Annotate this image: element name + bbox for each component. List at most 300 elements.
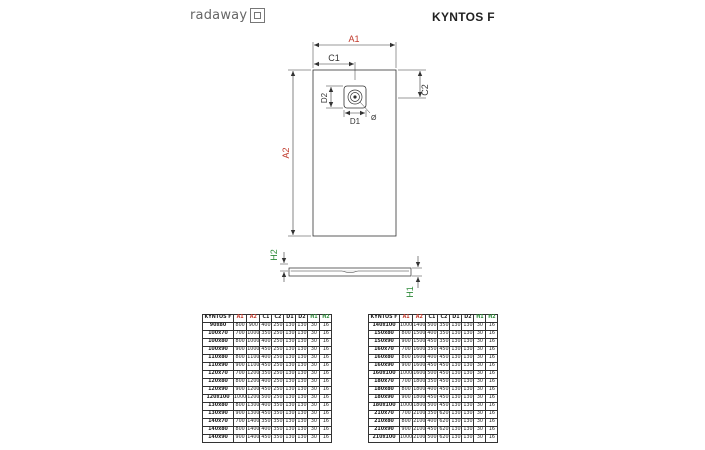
table-cell: 450 (260, 411, 272, 419)
table-row (369, 355, 498, 363)
table-size-cell: 120x80 (203, 379, 234, 387)
table-cell: 700 (400, 411, 413, 419)
table-row (203, 363, 332, 371)
table-cell: 16 (486, 411, 498, 419)
table-cell: 16 (320, 411, 332, 419)
table-cell: 130 (296, 363, 308, 371)
table-row (203, 387, 332, 395)
table-cell: 700 (400, 379, 413, 387)
spec-table-left-wrap (202, 314, 332, 443)
table-cell: 16 (320, 427, 332, 435)
table-header-cell: A2 (247, 315, 260, 323)
table-cell: 30 (308, 371, 320, 379)
table-cell: 1800 (413, 395, 426, 403)
table-cell: 130 (462, 411, 474, 419)
table-cell: 500 (426, 435, 438, 443)
label-h2: H2 (269, 249, 279, 261)
table-cell: 130 (296, 435, 308, 443)
table-cell: 30 (308, 427, 320, 435)
table-cell: 30 (474, 435, 486, 443)
table-cell: 1100 (247, 355, 260, 363)
table-cell: 130 (462, 363, 474, 371)
table-cell: 450 (426, 363, 438, 371)
table-cell: 250 (272, 379, 284, 387)
table-cell: 450 (260, 435, 272, 443)
table-cell: 130 (450, 363, 462, 371)
table-row (203, 395, 332, 403)
dimension-d2 (320, 86, 343, 108)
table-row (369, 411, 498, 419)
table-cell: 130 (450, 379, 462, 387)
table-cell: 30 (474, 347, 486, 355)
table-row (203, 411, 332, 419)
table-size-cell: 160x70 (369, 347, 400, 355)
table-cell: 450 (438, 395, 450, 403)
table-cell: 130 (462, 419, 474, 427)
table-cell: 250 (272, 331, 284, 339)
table-header-cell: C2 (272, 315, 284, 323)
brand-logo-text: radaway (190, 8, 248, 23)
table-cell: 400 (426, 355, 438, 363)
table-cell: 130 (450, 347, 462, 355)
table-cell: 900 (400, 339, 413, 347)
dimension-a1 (313, 34, 396, 68)
table-header-row (369, 315, 498, 323)
table-header-cell: D1 (284, 315, 296, 323)
table-cell: 1000 (234, 395, 247, 403)
table-header-cell: C1 (260, 315, 272, 323)
table-header-cell: H2 (320, 315, 332, 323)
table-cell: 1200 (247, 371, 260, 379)
table-cell: 16 (320, 419, 332, 427)
table-row (369, 371, 498, 379)
table-cell: 2100 (413, 411, 426, 419)
table-size-cell: 150x80 (369, 331, 400, 339)
table-size-cell: 110x80 (203, 355, 234, 363)
table-size-cell: 100x70 (203, 331, 234, 339)
table-cell: 30 (474, 331, 486, 339)
table-cell: 16 (320, 323, 332, 331)
table-cell: 16 (320, 331, 332, 339)
table-cell: 130 (450, 411, 462, 419)
table-cell: 900 (247, 323, 260, 331)
table-size-cell: 130x90 (203, 411, 234, 419)
table-cell: 30 (308, 339, 320, 347)
table-cell: 1500 (413, 339, 426, 347)
table-cell: 130 (462, 387, 474, 395)
table-cell: 1600 (413, 363, 426, 371)
table-cell: 450 (438, 387, 450, 395)
table-cell: 30 (474, 379, 486, 387)
table-size-cell: 90x80 (203, 323, 234, 331)
table-cell: 130 (450, 435, 462, 443)
table-size-cell: 180x70 (369, 379, 400, 387)
table-cell: 130 (450, 323, 462, 331)
table-cell: 130 (450, 419, 462, 427)
table-header-cell: A2 (413, 315, 426, 323)
table-cell: 1400 (247, 419, 260, 427)
table-cell: 30 (308, 395, 320, 403)
table-cell: 900 (234, 387, 247, 395)
table-cell: 250 (272, 395, 284, 403)
table-size-cell: 130x80 (203, 403, 234, 411)
table-cell: 130 (284, 411, 296, 419)
table-cell: 1600 (413, 355, 426, 363)
table-cell: 30 (474, 323, 486, 331)
table-cell: 130 (284, 347, 296, 355)
product-title: KYNTOS F (432, 10, 495, 24)
table-size-cell: 160x100 (369, 371, 400, 379)
table-cell: 800 (234, 379, 247, 387)
table-cell: 130 (284, 323, 296, 331)
table-cell: 2100 (413, 435, 426, 443)
table-cell: 450 (426, 395, 438, 403)
table-cell: 30 (308, 323, 320, 331)
table-cell: 900 (234, 411, 247, 419)
table-cell: 800 (234, 355, 247, 363)
table-cell: 16 (320, 347, 332, 355)
table-cell: 450 (438, 403, 450, 411)
table-row (203, 347, 332, 355)
table-row (369, 379, 498, 387)
dimension-c1 (314, 53, 355, 80)
table-cell: 16 (320, 379, 332, 387)
table-cell: 130 (296, 395, 308, 403)
table-cell: 30 (308, 363, 320, 371)
label-c1: C1 (328, 53, 340, 63)
table-cell: 800 (400, 331, 413, 339)
table-cell: 1400 (413, 323, 426, 331)
table-cell: 30 (308, 331, 320, 339)
table-cell: 1400 (247, 427, 260, 435)
table-cell: 350 (426, 347, 438, 355)
table-row (203, 339, 332, 347)
table-cell: 30 (474, 363, 486, 371)
table-cell: 130 (296, 355, 308, 363)
table-cell: 1800 (413, 379, 426, 387)
table-cell: 620 (438, 435, 450, 443)
table-header-cell: H1 (308, 315, 320, 323)
table-cell: 30 (308, 355, 320, 363)
table-cell: 350 (438, 323, 450, 331)
table-cell: 30 (308, 387, 320, 395)
table-cell: 1000 (247, 331, 260, 339)
label-c2: C2 (420, 84, 430, 96)
table-cell: 130 (296, 411, 308, 419)
spec-table-right (368, 314, 498, 443)
table-cell: 130 (284, 363, 296, 371)
table-cell: 30 (308, 403, 320, 411)
table-cell: 30 (474, 339, 486, 347)
table-cell: 16 (486, 395, 498, 403)
table-cell: 350 (438, 331, 450, 339)
table-size-cell: 110x90 (203, 363, 234, 371)
table-cell: 16 (320, 387, 332, 395)
table-cell: 350 (438, 339, 450, 347)
table-cell: 1200 (247, 379, 260, 387)
table-cell: 400 (260, 355, 272, 363)
table-cell: 130 (450, 403, 462, 411)
table-cell: 130 (296, 331, 308, 339)
table-cell: 450 (426, 339, 438, 347)
table-cell: 16 (320, 395, 332, 403)
table-cell: 130 (450, 427, 462, 435)
table-size-cell: 180x100 (369, 403, 400, 411)
table-cell: 350 (272, 435, 284, 443)
table-cell: 130 (462, 355, 474, 363)
table-cell: 16 (320, 339, 332, 347)
table-cell: 130 (450, 371, 462, 379)
table-cell: 130 (462, 427, 474, 435)
table-cell: 30 (474, 371, 486, 379)
spec-table-right-wrap (368, 314, 498, 443)
table-row (203, 379, 332, 387)
table-cell: 30 (474, 403, 486, 411)
table-cell: 900 (400, 395, 413, 403)
table-cell: 130 (284, 435, 296, 443)
table-cell: 130 (462, 339, 474, 347)
table-cell: 350 (260, 419, 272, 427)
table-cell: 1300 (247, 403, 260, 411)
table-cell: 400 (260, 427, 272, 435)
label-drain-diameter: Ø (371, 115, 377, 122)
table-cell: 250 (272, 347, 284, 355)
table-cell: 130 (462, 435, 474, 443)
label-a2: A2 (281, 147, 291, 159)
table-header-cell: KYNTOS F (369, 315, 400, 323)
table-cell: 800 (400, 387, 413, 395)
table-size-cell: 140x80 (203, 427, 234, 435)
table-cell: 130 (450, 331, 462, 339)
table-cell: 130 (450, 395, 462, 403)
table-cell: 1000 (247, 339, 260, 347)
table-cell: 16 (486, 419, 498, 427)
dimension-c2 (398, 70, 430, 98)
table-cell: 16 (486, 371, 498, 379)
table-cell: 1000 (247, 347, 260, 355)
label-h1: H1 (405, 286, 415, 298)
table-cell: 500 (426, 403, 438, 411)
table-size-cell: 210x100 (369, 435, 400, 443)
table-size-cell: 120x90 (203, 387, 234, 395)
table-header-cell: C1 (426, 315, 438, 323)
table-cell: 400 (260, 403, 272, 411)
table-cell: 1200 (247, 395, 260, 403)
table-cell: 1500 (413, 331, 426, 339)
table-cell: 350 (260, 371, 272, 379)
table-header-row (203, 315, 332, 323)
table-size-cell: 140x100 (369, 323, 400, 331)
table-cell: 250 (272, 355, 284, 363)
table-cell: 900 (400, 363, 413, 371)
table-cell: 2100 (413, 419, 426, 427)
table-cell: 700 (234, 371, 247, 379)
table-size-cell: 100x90 (203, 347, 234, 355)
table-size-cell: 100x80 (203, 339, 234, 347)
table-header-cell: KYNTOS F (203, 315, 234, 323)
table-row (369, 403, 498, 411)
table-row (369, 387, 498, 395)
table-cell: 130 (284, 395, 296, 403)
table-cell: 16 (320, 403, 332, 411)
table-cell: 1000 (400, 403, 413, 411)
table-cell: 30 (308, 411, 320, 419)
table-cell: 900 (400, 427, 413, 435)
table-cell: 1300 (247, 411, 260, 419)
table-cell: 800 (400, 355, 413, 363)
table-cell: 130 (296, 419, 308, 427)
table-cell: 30 (308, 347, 320, 355)
table-cell: 1600 (413, 347, 426, 355)
table-cell: 130 (462, 371, 474, 379)
table-cell: 130 (462, 403, 474, 411)
table-cell: 700 (400, 347, 413, 355)
dimension-d1 (344, 110, 366, 126)
table-size-cell: 210x70 (369, 411, 400, 419)
table-size-cell: 140x90 (203, 435, 234, 443)
table-cell: 16 (486, 435, 498, 443)
table-row (203, 435, 332, 443)
table-cell: 500 (426, 323, 438, 331)
table-cell: 350 (426, 379, 438, 387)
table-cell: 130 (462, 379, 474, 387)
table-cell: 1100 (247, 363, 260, 371)
table-cell: 1000 (400, 323, 413, 331)
table-cell: 130 (284, 403, 296, 411)
table-cell: 1800 (413, 387, 426, 395)
table-header-cell: C2 (438, 315, 450, 323)
table-header-cell: D2 (462, 315, 474, 323)
table-row (369, 339, 498, 347)
table-cell: 620 (438, 419, 450, 427)
table-cell: 450 (438, 371, 450, 379)
table-cell: 350 (272, 403, 284, 411)
table-cell: 1000 (400, 435, 413, 443)
table-cell: 1200 (247, 387, 260, 395)
table-cell: 800 (234, 427, 247, 435)
label-d2: D2 (320, 92, 329, 104)
table-size-cell: 160x90 (369, 363, 400, 371)
table-cell: 16 (320, 363, 332, 371)
table-cell: 130 (284, 355, 296, 363)
table-cell: 250 (272, 339, 284, 347)
table-cell: 800 (234, 323, 247, 331)
table-cell: 130 (296, 379, 308, 387)
table-cell: 350 (272, 427, 284, 435)
table-row (203, 403, 332, 411)
table-size-cell: 160x80 (369, 355, 400, 363)
table-row (203, 331, 332, 339)
table-cell: 16 (320, 435, 332, 443)
dimension-a2 (281, 70, 311, 236)
table-cell: 400 (260, 339, 272, 347)
table-header-cell: A1 (400, 315, 413, 323)
table-cell: 30 (308, 419, 320, 427)
table-cell: 16 (486, 403, 498, 411)
table-row (369, 323, 498, 331)
table-cell: 700 (234, 419, 247, 427)
table-cell: 900 (234, 435, 247, 443)
table-cell: 130 (450, 339, 462, 347)
table-size-cell: 120x70 (203, 371, 234, 379)
table-cell: 130 (284, 331, 296, 339)
table-row (369, 331, 498, 339)
table-cell: 16 (486, 387, 498, 395)
table-cell: 450 (438, 379, 450, 387)
table-size-cell: 180x80 (369, 387, 400, 395)
table-cell: 450 (260, 347, 272, 355)
table-cell: 700 (234, 331, 247, 339)
table-cell: 130 (296, 427, 308, 435)
table-header-cell: D1 (450, 315, 462, 323)
table-cell: 130 (284, 371, 296, 379)
table-cell: 2100 (413, 427, 426, 435)
table-cell: 130 (284, 387, 296, 395)
table-cell: 130 (462, 331, 474, 339)
table-header-cell: H1 (474, 315, 486, 323)
table-cell: 800 (400, 419, 413, 427)
table-row (203, 419, 332, 427)
table-cell: 450 (260, 363, 272, 371)
table-cell: 130 (450, 355, 462, 363)
label-a1: A1 (348, 34, 360, 44)
table-cell: 130 (462, 347, 474, 355)
table-cell: 16 (486, 323, 498, 331)
table-cell: 800 (234, 403, 247, 411)
table-cell: 250 (272, 387, 284, 395)
table-row (203, 323, 332, 331)
table-cell: 400 (426, 419, 438, 427)
table-cell: 450 (426, 427, 438, 435)
table-cell: 620 (438, 427, 450, 435)
table-cell: 450 (260, 387, 272, 395)
table-cell: 30 (474, 395, 486, 403)
table-row (369, 395, 498, 403)
table-cell: 30 (474, 427, 486, 435)
table-cell: 130 (284, 419, 296, 427)
table-cell: 16 (486, 427, 498, 435)
table-cell: 16 (486, 363, 498, 371)
table-cell: 130 (450, 387, 462, 395)
table-cell: 350 (426, 411, 438, 419)
table-cell: 350 (272, 411, 284, 419)
table-cell: 250 (272, 323, 284, 331)
table-cell: 450 (438, 355, 450, 363)
table-size-cell: 120x100 (203, 395, 234, 403)
table-cell: 450 (438, 347, 450, 355)
table-cell: 130 (284, 339, 296, 347)
table-cell: 30 (474, 419, 486, 427)
dimension-h1 (405, 256, 422, 298)
table-cell: 1600 (413, 371, 426, 379)
table-cell: 130 (296, 371, 308, 379)
table-row (369, 427, 498, 435)
table-cell: 16 (320, 371, 332, 379)
table-cell: 130 (296, 387, 308, 395)
table-cell: 250 (272, 363, 284, 371)
table-cell: 400 (426, 387, 438, 395)
table-cell: 130 (296, 339, 308, 347)
table-cell: 250 (272, 371, 284, 379)
table-cell: 800 (234, 339, 247, 347)
table-cell: 350 (260, 331, 272, 339)
dimension-h2 (269, 249, 288, 282)
table-cell: 16 (486, 355, 498, 363)
table-cell: 16 (320, 355, 332, 363)
table-row (369, 363, 498, 371)
table-cell: 900 (234, 347, 247, 355)
table-cell: 16 (486, 331, 498, 339)
